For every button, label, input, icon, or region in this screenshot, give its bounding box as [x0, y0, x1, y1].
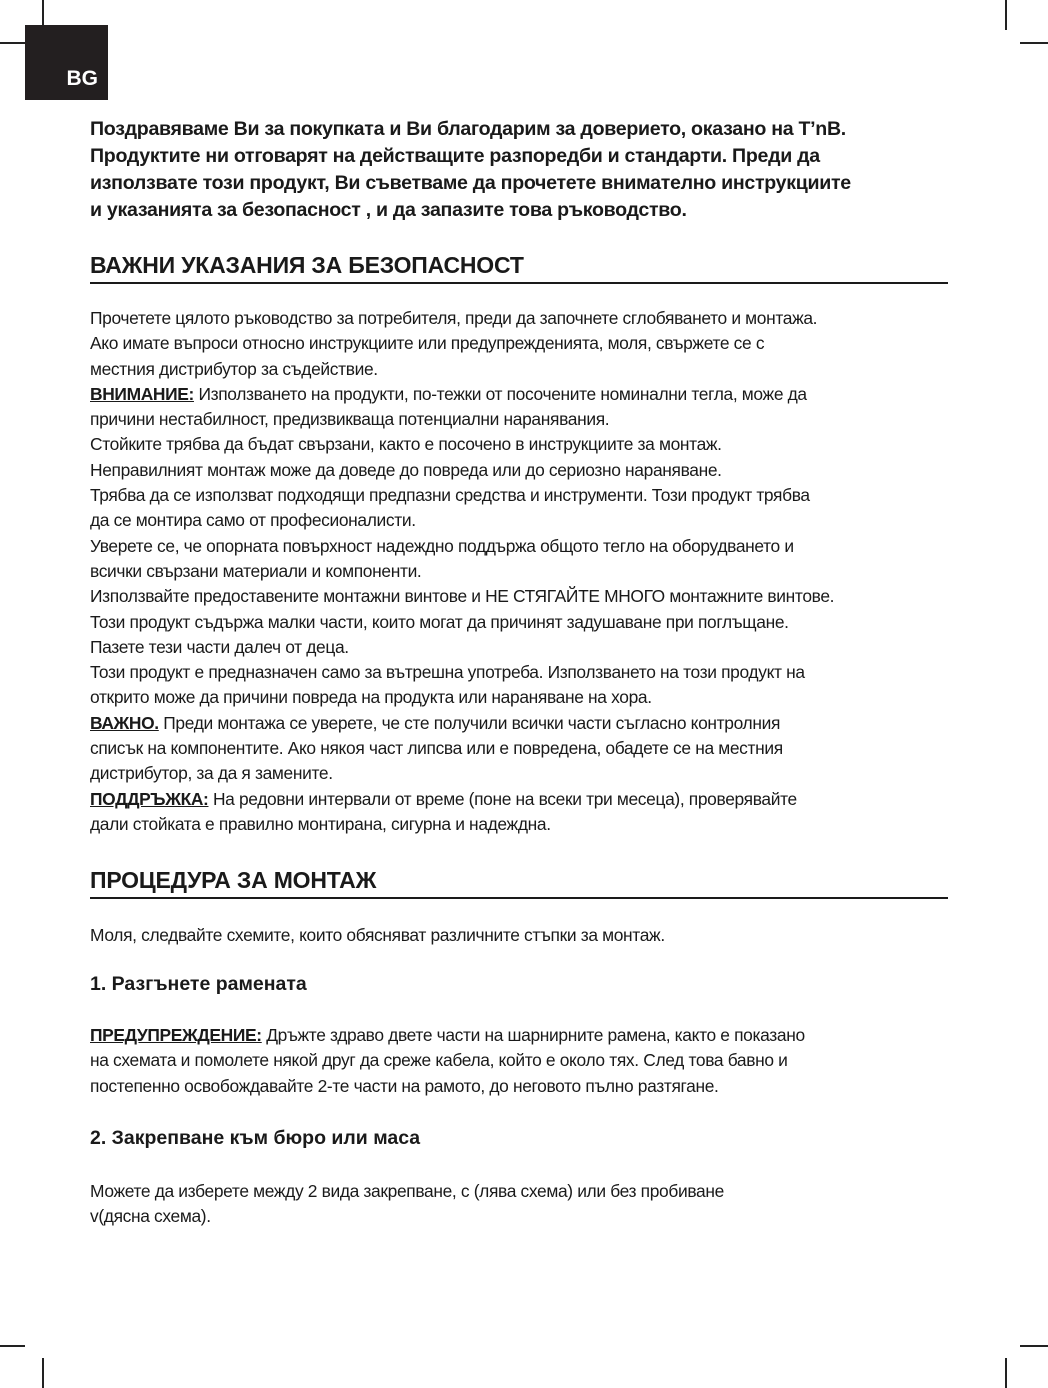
line-text: открито може да причини повреда на продукта или нараняване на хора. [90, 687, 652, 708]
safety-instructions [90, 306, 960, 837]
safety-heading: ВАЖНИ УКАЗАНИЯ ЗА БЕЗОПАСНОСТ [90, 252, 948, 284]
warning-label: ВНИМАНИЕ: [90, 383, 194, 404]
line-text: Пазете тези части далеч от деца. [90, 636, 349, 657]
text-line: и указанията за безопасност , и да запазите това ръководство. [90, 199, 687, 221]
text-line [90, 382, 960, 407]
text-line [90, 559, 960, 584]
line-text: Неправилният монтаж може да доведе до повреда или до сериозно нараняване. [90, 459, 722, 480]
line-text: да се монтира само от професионалисти. [90, 510, 416, 531]
step2-text [90, 1179, 960, 1230]
text-line [90, 685, 960, 710]
crop-mark [42, 0, 44, 25]
crop-mark [1005, 1358, 1007, 1388]
crop-mark [1020, 1345, 1048, 1347]
warning-label: ВАЖНО. [90, 712, 159, 733]
text-line [90, 1074, 960, 1099]
text-line [90, 458, 960, 483]
line-text: списък на компонентите. Ако някоя част липсва или е повредена, обадете се на местния [90, 738, 783, 759]
line-text: Този продукт съдържа малки части, които могат да причинят задушаване при поглъщане. [90, 611, 789, 632]
text-line [90, 407, 960, 432]
language-tag [25, 25, 108, 100]
line-text: Използвайте предоставените монтажни винтове и НЕ СТЯГАЙТЕ МНОГО монтажните винтове. [90, 586, 835, 607]
language-tag-label: BG [66, 67, 98, 90]
text-line [90, 1023, 960, 1048]
line-text: Прочетете цялото ръководство за потребителя, преди да започнете сглобяването и монтажа. [90, 308, 818, 328]
line-text: Използването на продукти, по-тежки от посочените номинални тегла, може да [193, 383, 807, 404]
line-text: v(дясна схема). [90, 1206, 211, 1227]
text-line [90, 736, 960, 761]
warning-label: ПРЕДУПРЕЖДЕНИЕ: [90, 1025, 262, 1045]
line-text: Ако имате въпроси относно инструкциите или предупрежденията, моля, свържете се с [90, 333, 765, 354]
line-text: местния дистрибутор за съдействие. [90, 358, 378, 379]
procedure-intro: Моля, следвайте схемите, които обясняват различните стъпки за монтаж. [90, 925, 665, 945]
line-text: Можете да изберете между 2 вида закрепване, с (лява схема) или без пробиване [90, 1181, 724, 1201]
text-line [90, 761, 960, 786]
line-text: дали стойката е правилно монтирана, сигурна и надеждна. [90, 813, 551, 834]
crop-mark [42, 1358, 44, 1388]
text-line [90, 534, 960, 559]
line-text: на схемата и помолете някой друг да среже кабела, който е около тях. След това бавно и [90, 1050, 788, 1071]
procedure-heading: ПРОЦЕДУРА ЗА МОНТАЖ [90, 867, 948, 899]
line-text: Стойките трябва да бъдат свързани, както е посочено в инструкциите за монтаж. [90, 434, 722, 455]
text-line [90, 610, 960, 635]
line-text: На редовни интервали от време (поне на всеки три месеца), проверявайте [208, 788, 797, 809]
text-line: използвате този продукт, Ви съветваме да прочетете внимателно инструкциите [90, 172, 851, 194]
text-line [90, 787, 960, 812]
text-line: Продуктите ни отговарят на действащите разпоредби и стандарти. Преди да [90, 145, 820, 167]
text-line [90, 306, 960, 331]
line-text: Този продукт е предназначен само за вътрешна употреба. Използването на този продукт на [90, 662, 805, 683]
step1-title: 1. Разгънете рамената [90, 973, 307, 995]
line-text: причини нестабилност, предизвикваща потенциални наранявания. [90, 409, 610, 430]
text-line [90, 1048, 960, 1073]
text-line: Поздравяваме Ви за покупката и Ви благодарим за доверието, оказано на T’nB. [90, 118, 846, 140]
intro-paragraph [90, 116, 960, 224]
text-line [90, 584, 960, 609]
step2-title: 2. Закрепване към бюро или маса [90, 1127, 421, 1149]
line-text: Дръжте здраво двете части на шарнирните рамена, както е показано [261, 1025, 805, 1045]
line-text: постепенно освобождавайте 2-те части на рамото, до неговото пълно разтягане. [90, 1075, 719, 1096]
text-line [90, 812, 960, 837]
warning-label: ПОДДРЪЖКА: [90, 788, 209, 809]
crop-mark [1020, 42, 1048, 44]
crop-mark [0, 42, 25, 44]
text-line [90, 432, 960, 457]
step1-text [90, 1023, 960, 1099]
text-line [90, 483, 960, 508]
line-text: Трябва да се използват подходящи предпазни средства и инструменти. Този продукт трябва [90, 485, 810, 506]
text-line [90, 1204, 960, 1229]
text-line [90, 331, 960, 356]
line-text: Преди монтажа се уверете, че сте получили всички части съгласно контролния [158, 712, 781, 733]
crop-mark [0, 1345, 25, 1347]
text-line [90, 635, 960, 660]
text-line [90, 357, 960, 382]
line-text: дистрибутор, за да я замените. [90, 763, 333, 784]
text-line [90, 508, 960, 533]
text-line [90, 1179, 960, 1204]
crop-mark [1005, 0, 1007, 30]
line-text: всички свързани материали и компоненти. [90, 560, 422, 581]
line-text: Уверете се, че опорната повърхност надеждно поддържа общото тегло на оборудването и [90, 535, 794, 556]
text-line [90, 711, 960, 736]
text-line [90, 660, 960, 685]
